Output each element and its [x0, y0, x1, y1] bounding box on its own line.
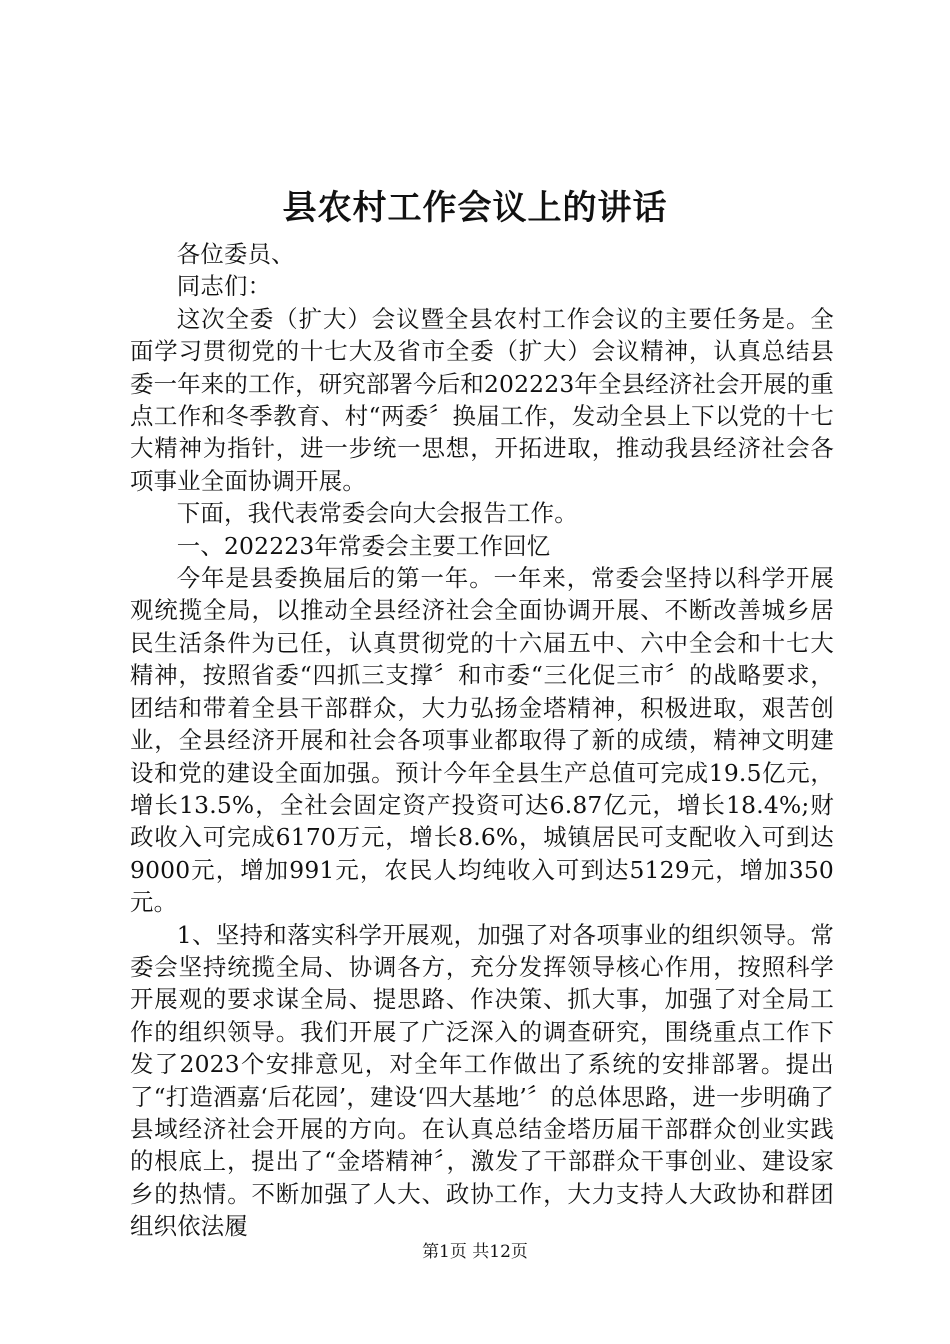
document-title: 县农村工作会议上的讲话 — [282, 188, 668, 228]
document-body — [130, 238, 834, 1243]
body-paragraph: 1、坚持和落实科学开展观，加强了对各项事业的组织领导。常委会坚持统揽全局、协调各方，充分发挥领导核心作用，按照科学开展观的要求谋全局、提思路、作决策、抓大事，加强了对全局工作的组织领导。我们开展了广泛深入的调查研究，围绕重点工作下发了2023个安排意见，对全年工作做出了系统的安排部署。提出了“打造酒嘉‘后花园’，建设‘四大基地’〞的总体思路，进一步明确了县域经济社会开展的方向。在认真总结金塔历届干部群众创业实践的根底上，提出了“金塔精神〞，激发了干部群众干事创业、建设家乡的热情。不断加强了人大、政协工作，大力支持人大政协和群团组织依法履 — [130, 920, 834, 1241]
section-heading: 一、202223年常委会主要工作回忆 — [176, 531, 551, 560]
salutation-line: 同志们： — [176, 272, 272, 301]
body-paragraph: 这次全委（扩大）会议暨全县农村工作会议的主要任务是。全面学习贯彻党的十七大及省市全委（扩大）会议精神，认真总结县委一年来的工作，研究部署今后和202223年全县经济社会开展的重点工作和冬季教育、村“两委〞换届工作，发动全县上下以党的十七大精神为指针，进一步统一思想，开拓进取，推动我县经济社会各项事业全面协调开展。 — [130, 304, 834, 495]
body-paragraph: 今年是县委换届后的第一年。一年来，常委会坚持以科学开展观统揽全局，以推动全县经济社会全面协调开展、不断改善城乡居民生活条件为已任，认真贯彻党的十六届五中、六中全会和十七大精神，按照省委“四抓三支撑〞和市委“三化促三市〞的战略要求，团结和带着全县干部群众，大力弘扬金塔精神，积极进取，艰苦创业，全县经济开展和社会各项事业都取得了新的成绩，精神文明建设和党的建设全面加强。预计今年全县生产总值可完成19.5亿元，增长13.5%，全社会固定资产投资可达6.87亿元，增长18.4%;财政收入可完成6170万元，增长8.6%，城镇居民可支配收入可到达9000元，增加991元，农民人均纯收入可到达5129元，增加350元。 — [130, 564, 834, 917]
page-number: 第1页 共12页 — [422, 1242, 528, 1262]
body-paragraph: 下面，我代表常委会向大会报告工作。 — [176, 499, 578, 528]
salutation-line: 各位委员、 — [176, 240, 295, 268]
